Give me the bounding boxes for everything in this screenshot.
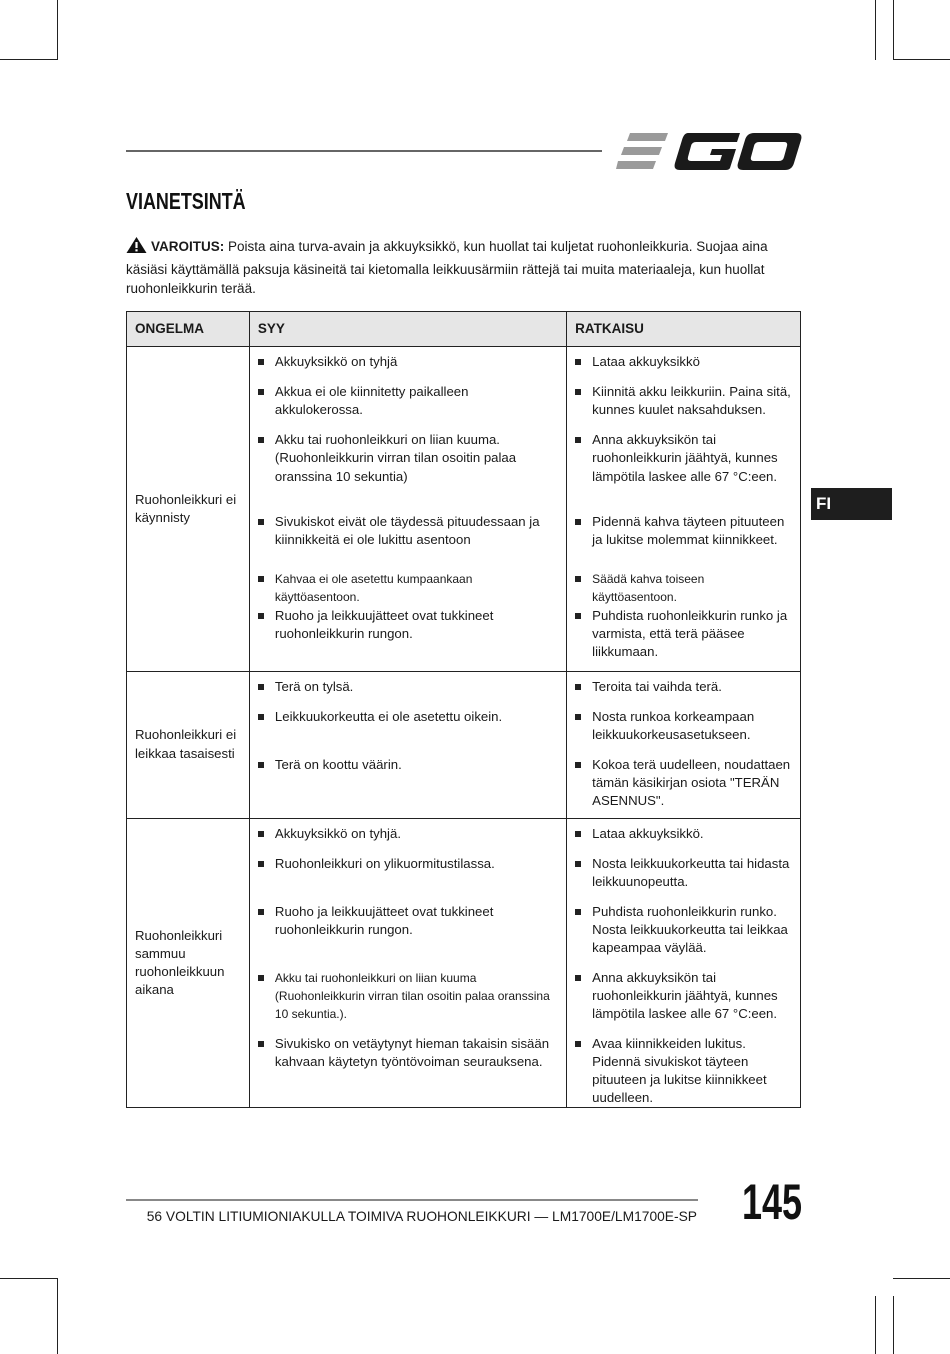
cause-item: Sivukisko on vetäytynyt hieman takaisin sisään kahvaan käytetyn työntövoiman seurauksena. [250, 1035, 566, 1071]
solution-item: Nosta leikkuukorkeutta tai hidasta leikkuunopeutta. [567, 855, 800, 891]
solution-item: Nosta runkoa korkeampaan leikkuukorkeusasetukseen. [567, 708, 800, 744]
troubleshooting-table [126, 311, 801, 1108]
problem-cell: Ruohonleikkuri ei käynnisty [127, 347, 250, 671]
table-header-row [127, 312, 801, 347]
ego-logo [616, 128, 802, 174]
table-row [127, 818, 801, 855]
cause-item: Ruoho ja leikkuujätteet ovat tukkineet ruohonleikkurin rungon. [250, 903, 566, 939]
cause-item: Akkuyksikkö on tyhjä. [250, 825, 566, 843]
solution-item: Lataa akkuyksikkö [567, 353, 800, 371]
solution-item: Säädä kahva toiseen käyttöasentoon. [567, 570, 800, 606]
page-number: 145 [742, 1174, 803, 1230]
cause-item: Akkua ei ole kiinnitetty paikalleen akkulokerossa. [250, 383, 566, 419]
solution-item: Lataa akkuyksikkö. [567, 825, 800, 843]
problem-cell: Ruohonleikkuri sammuu ruohonleikkuun aikana [127, 818, 250, 1108]
cause-item: Terä on tylsä. [250, 678, 566, 696]
solution-item: Kokoa terä uudelleen, noudattaen tämän käsikirjan osiota "TERÄN ASENNUS". [567, 756, 800, 811]
page-title: VIANETSINTÄ [126, 188, 246, 214]
solution-item: Avaa kiinnikkeiden lukitus. Pidennä sivukiskot täyteen pituuteen ja lukitse kiinnikkeet uudelleen. [567, 1035, 800, 1108]
cause-item: Leikkuukorkeutta ei ole asetettu oikein. [250, 708, 566, 726]
table-row [127, 347, 801, 384]
cause-item: Terä on koottu väärin. [250, 756, 566, 774]
warning-triangle-icon [126, 236, 147, 260]
footer-rule [126, 1199, 698, 1201]
cause-item: Ruohonleikkuri on ylikuormitustilassa. [250, 855, 566, 873]
crop-mark [875, 0, 876, 60]
crop-mark [893, 0, 894, 60]
solution-item: Anna akkuyksikön tai ruohonleikkurin jäähtyä, kunnes lämpötila laskee alle 67 °C:een. [567, 431, 800, 486]
crop-mark [0, 59, 57, 60]
crop-mark [0, 1278, 57, 1279]
cause-item: Ruoho ja leikkuujätteet ovat tukkineet ruohonleikkurin rungon. [250, 607, 566, 643]
crop-mark [893, 1278, 950, 1279]
solution-item: Teroita tai vaihda terä. [567, 678, 800, 696]
cause-item: Sivukiskot eivät ole täydessä pituudessaan ja kiinnikkeitä ei ole lukittu asentoon [250, 513, 566, 549]
crop-mark [893, 59, 950, 60]
warning-notice [126, 236, 798, 299]
footer-text: 56 VOLTIN LITIUMIONIAKULLA TOIMIVA RUOHONLEIKKURI — LM1700E/LM1700E-SP [146, 1209, 697, 1224]
cause-item: Kahvaa ei ole asetettu kumpaankaan käyttöasentoon. [250, 570, 566, 606]
crop-mark [893, 1296, 894, 1354]
solution-item: Puhdista ruohonleikkurin runko. Nosta leikkuukorkeutta tai leikkaa kapeampaa väylää. [567, 903, 800, 958]
cause-item: Akku tai ruohonleikkuri on liian kuuma (Ruohonleikkurin virran tilan osoitin palaa oranssina 10 sekuntia.). [250, 969, 566, 1024]
problem-cell: Ruohonleikkuri ei leikkaa tasaisesti [127, 671, 250, 818]
cause-item: Akkuyksikkö on tyhjä [250, 353, 566, 371]
header-problem: ONGELMA [127, 312, 250, 347]
solution-item: Anna akkuyksikön tai ruohonleikkurin jäähtyä, kunnes lämpötila laskee alle 67 °C:een. [567, 969, 800, 1024]
language-tab: FI [811, 488, 892, 520]
solution-item: Puhdista ruohonleikkurin runko ja varmista, että terä pääsee liikkumaan. [567, 607, 800, 662]
solution-item: Pidennä kahva täyteen pituuteen ja lukitse molemmat kiinnikkeet. [567, 513, 800, 549]
header-solution: RATKAISU [567, 312, 801, 347]
solution-item: Kiinnitä akku leikkuriin. Paina sitä, kunnes kuulet naksahduksen. [567, 383, 800, 419]
cause-item: Akku tai ruohonleikkuri on liian kuuma. (Ruohonleikkurin virran tilan osoitin palaa oranssina 10 sekuntia) [250, 431, 566, 486]
crop-mark [57, 0, 58, 60]
crop-mark [875, 1296, 876, 1354]
header-cause: SYY [249, 312, 566, 347]
warning-text: Poista aina turva-avain ja akkuyksikkö, kun huollat tai kuljetat ruohonleikkuria. Suojaa aina käsiäsi käyttämällä paksuja käsineitä tai kietomalla leikkuusärmiin rättejä tai muita materiaaleja, kun huollat ruohonleikkurin terää. [126, 239, 768, 296]
crop-mark [57, 1278, 58, 1354]
header-rule [126, 150, 602, 152]
table-row [127, 671, 801, 708]
warning-label: VAROITUS: [151, 239, 225, 254]
